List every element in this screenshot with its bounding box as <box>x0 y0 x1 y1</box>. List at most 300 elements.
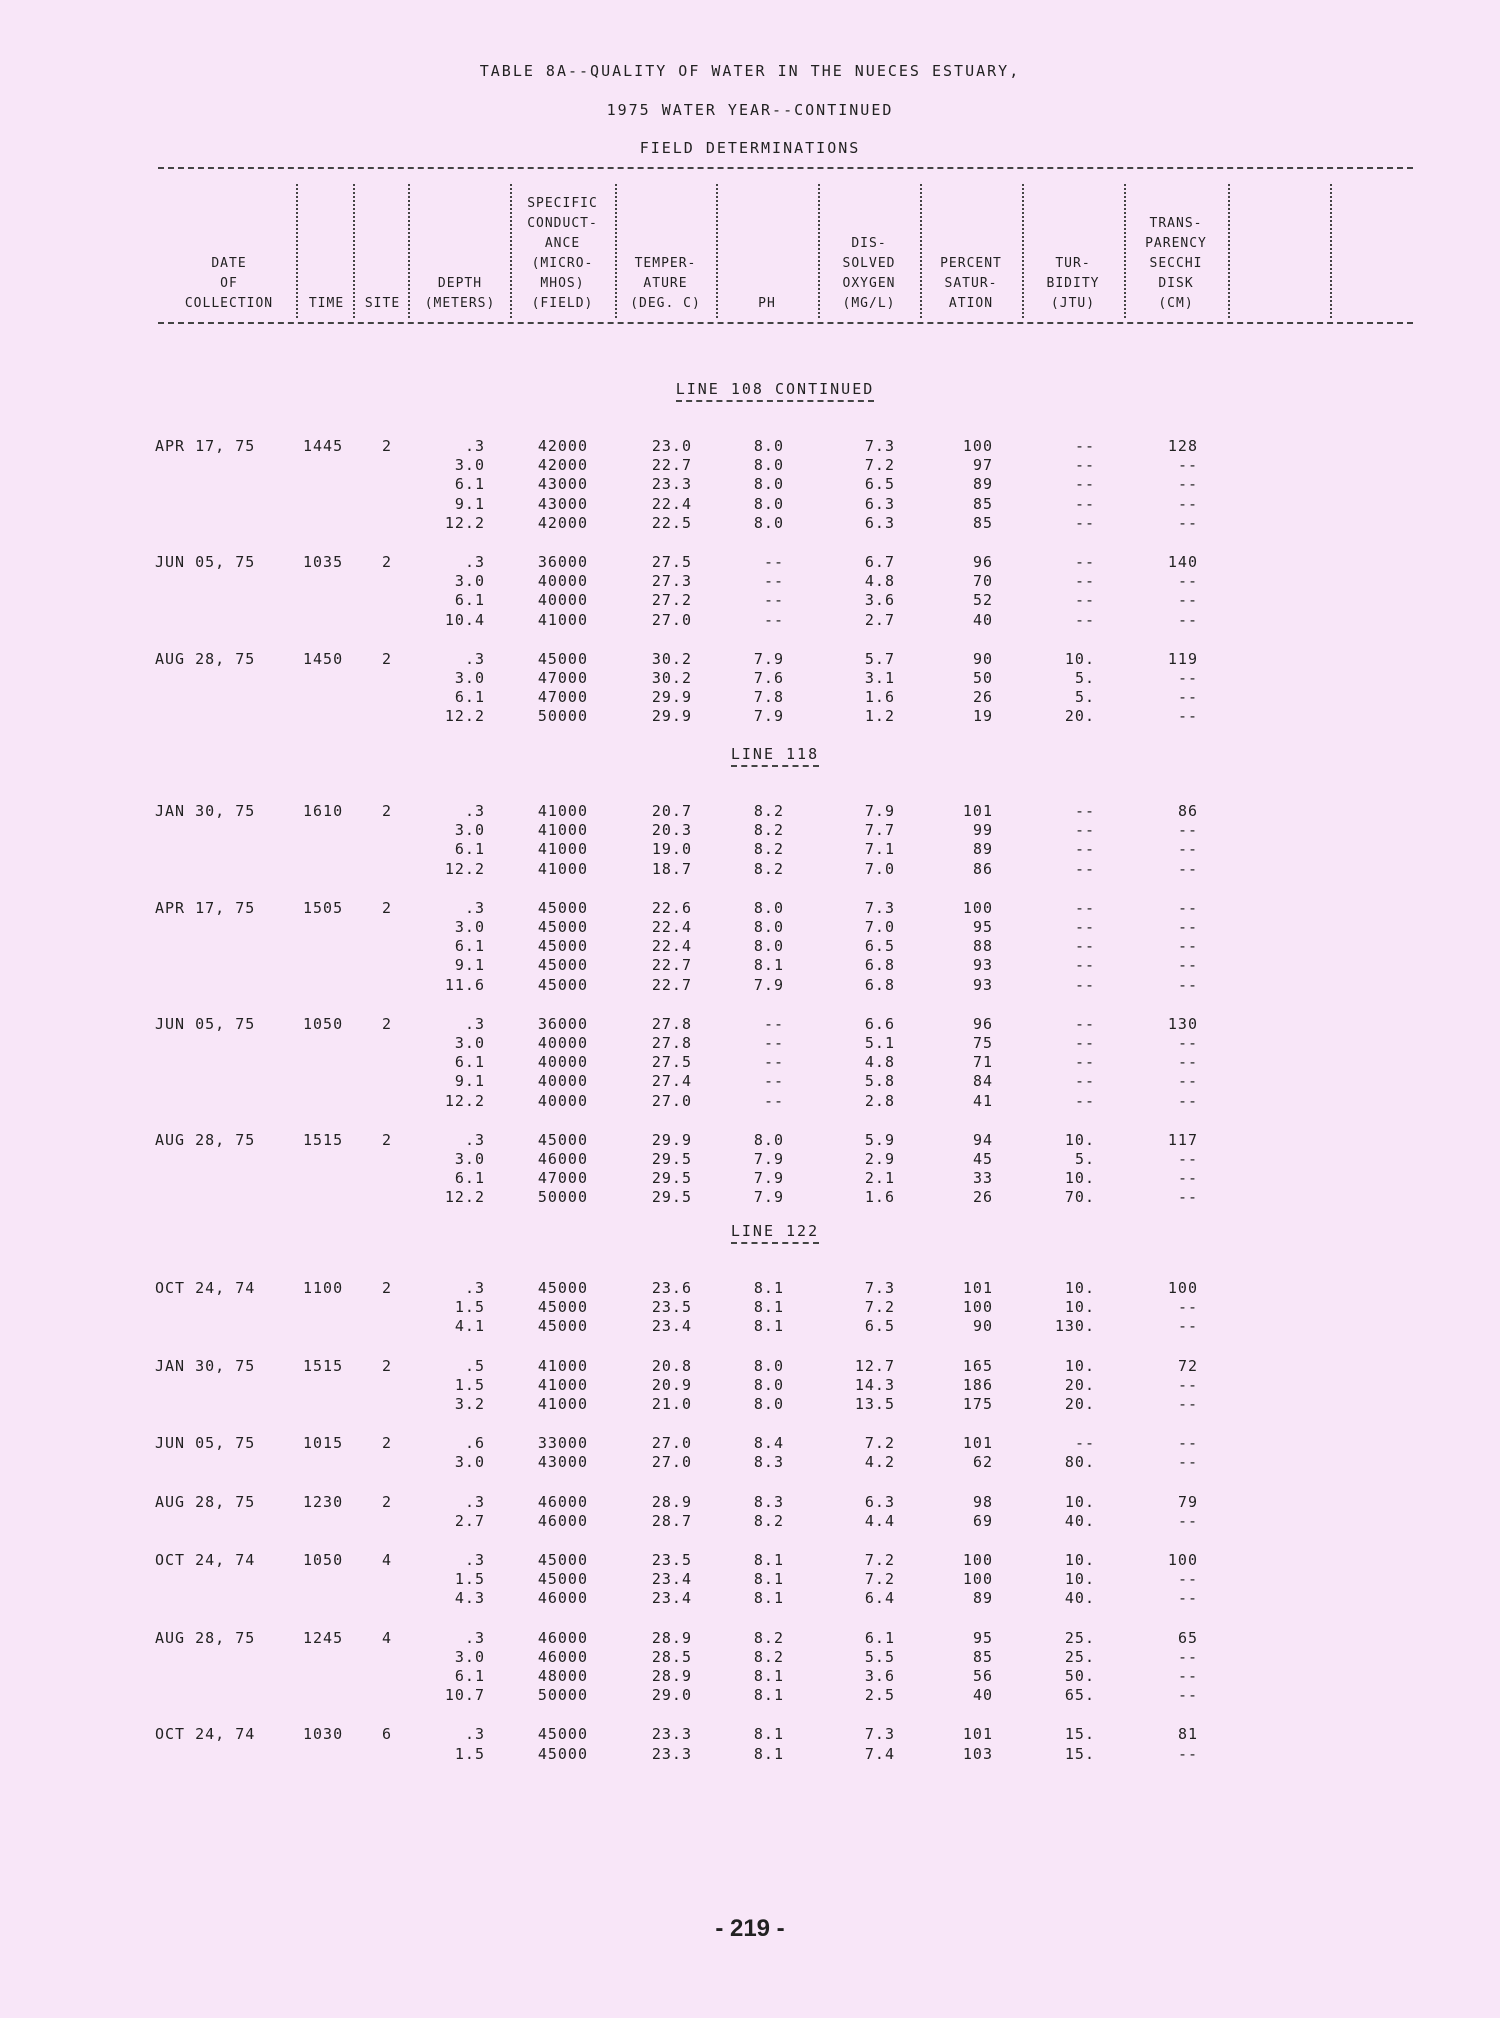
cell-cond: 46000 <box>537 1150 588 1168</box>
cell-sat: 100 <box>962 1570 993 1589</box>
cell-cond: 43000 <box>537 475 588 494</box>
cell-sat: 69 <box>972 1511 993 1530</box>
cell-sat: 94 <box>972 1130 993 1149</box>
cell-sat: 85 <box>972 494 993 513</box>
cell-depth: 1.5 <box>454 1375 485 1394</box>
cell-sat: 75 <box>972 1034 993 1052</box>
cell-do: 6.3 <box>864 513 895 532</box>
cell-ph: -- <box>763 1072 784 1091</box>
cell-do: 7.0 <box>864 859 895 878</box>
cell-ph: 8.0 <box>753 1356 784 1375</box>
cell-ph: 8.4 <box>753 1434 784 1453</box>
cell-temp: 22.7 <box>651 956 692 975</box>
cell-ph: 8.1 <box>753 1667 784 1685</box>
cell-cond: 41000 <box>537 1375 588 1394</box>
cell-sat: 88 <box>972 937 993 956</box>
cell-cond: 46000 <box>537 1589 588 1608</box>
cell-turb: 70. <box>1064 1188 1095 1207</box>
cell-ph: -- <box>763 553 784 571</box>
cell-sat: 100 <box>962 437 993 455</box>
cell-depth: 11.6 <box>444 975 485 994</box>
collection-time: 1050 <box>303 1551 344 1569</box>
section-heading <box>575 380 975 402</box>
cell-depth: 10.4 <box>444 610 485 629</box>
site-number: 2 <box>382 802 393 820</box>
cell-ph: -- <box>763 1053 784 1072</box>
cell-ph: -- <box>763 1014 784 1033</box>
collection-date: JUN 05, 75 <box>155 1434 256 1453</box>
cell-do: 7.0 <box>864 918 895 936</box>
cell-temp: 27.0 <box>651 1434 692 1453</box>
section-heading <box>575 1222 975 1244</box>
cell-depth: 6.1 <box>454 1667 485 1685</box>
cell-sat: 175 <box>962 1395 993 1413</box>
collection-time: 1515 <box>303 1130 344 1149</box>
cell-secchi: -- <box>1177 494 1198 513</box>
cell-depth: 6.1 <box>454 591 485 610</box>
cell-sat: 89 <box>972 1589 993 1608</box>
cell-sat: 40 <box>972 1686 993 1705</box>
cell-temp: 22.7 <box>651 975 692 994</box>
cell-temp: 23.4 <box>651 1317 692 1336</box>
cell-secchi: -- <box>1177 1453 1198 1472</box>
cell-cond: 50000 <box>537 707 588 726</box>
cell-secchi: 81 <box>1177 1725 1198 1744</box>
cell-cond: 45000 <box>537 975 588 994</box>
cell-ph: 8.0 <box>753 898 784 917</box>
cell-secchi: 65 <box>1177 1628 1198 1647</box>
cell-turb: 40. <box>1064 1589 1095 1608</box>
cell-turb: -- <box>1074 591 1095 610</box>
cell-sat: 45 <box>972 1150 993 1168</box>
site-number: 4 <box>382 1628 393 1647</box>
cell-sat: 100 <box>962 1551 993 1569</box>
collection-date: AUG 28, 75 <box>155 1628 256 1647</box>
cell-cond: 45000 <box>537 1317 588 1336</box>
cell-do: 7.1 <box>864 840 895 859</box>
site-number: 2 <box>382 1492 393 1511</box>
cell-do: 7.4 <box>864 1744 895 1763</box>
cell-do: 12.7 <box>854 1356 895 1375</box>
cell-ph: 8.2 <box>753 802 784 820</box>
cell-secchi: 72 <box>1177 1356 1198 1375</box>
cell-turb: -- <box>1074 1072 1095 1091</box>
cell-turb: -- <box>1074 572 1095 591</box>
collection-time: 1515 <box>303 1356 344 1375</box>
column-separator <box>1330 184 1332 318</box>
cell-sat: 33 <box>972 1169 993 1188</box>
cell-do: 6.5 <box>864 1317 895 1336</box>
cell-sat: 95 <box>972 1628 993 1647</box>
cell-cond: 45000 <box>537 1298 588 1317</box>
cell-do: 6.6 <box>864 1014 895 1033</box>
cell-temp: 22.6 <box>651 898 692 917</box>
cell-secchi: -- <box>1177 1667 1198 1685</box>
cell-sat: 71 <box>972 1053 993 1072</box>
cell-cond: 33000 <box>537 1434 588 1453</box>
cell-sat: 101 <box>962 1279 993 1297</box>
cell-temp: 27.8 <box>651 1034 692 1052</box>
column-header-secchi: TRANS- PARENCY SECCHI DISK (CM) <box>1145 216 1207 311</box>
cell-depth: 3.0 <box>454 1647 485 1666</box>
cell-cond: 45000 <box>537 918 588 936</box>
cell-sat: 103 <box>962 1744 993 1763</box>
cell-do: 6.4 <box>864 1589 895 1608</box>
table-title-line2: 1975 WATER YEAR--CONTINUED <box>606 101 894 119</box>
cell-turb: 20. <box>1064 1395 1095 1413</box>
cell-sat: 89 <box>972 840 993 859</box>
cell-secchi: 117 <box>1167 1130 1198 1149</box>
site-number: 2 <box>382 1279 393 1297</box>
cell-ph: 7.8 <box>753 688 784 707</box>
cell-depth: 10.7 <box>444 1686 485 1705</box>
cell-depth: .3 <box>464 553 485 571</box>
column-header-depth: DEPTH (METERS) <box>424 276 496 311</box>
cell-sat: 93 <box>972 956 993 975</box>
cell-turb: -- <box>1074 821 1095 840</box>
cell-secchi: -- <box>1177 1072 1198 1091</box>
cell-do: 3.1 <box>864 669 895 687</box>
cell-sat: 90 <box>972 649 993 668</box>
cell-depth: 12.2 <box>444 1188 485 1207</box>
cell-cond: 45000 <box>537 1130 588 1149</box>
cell-secchi: -- <box>1177 1034 1198 1052</box>
section-heading-label: LINE 108 CONTINUED <box>676 380 875 402</box>
cell-temp: 27.5 <box>651 553 692 571</box>
cell-do: 7.3 <box>864 898 895 917</box>
cell-sat: 96 <box>972 1014 993 1033</box>
cell-depth: .5 <box>464 1356 485 1375</box>
site-number: 6 <box>382 1725 393 1744</box>
cell-sat: 96 <box>972 553 993 571</box>
cell-turb: 130. <box>1054 1317 1095 1336</box>
cell-turb: 10. <box>1064 1279 1095 1297</box>
cell-do: 2.1 <box>864 1169 895 1188</box>
cell-secchi: -- <box>1177 1686 1198 1705</box>
cell-sat: 52 <box>972 591 993 610</box>
cell-cond: 50000 <box>537 1686 588 1705</box>
cell-secchi: -- <box>1177 859 1198 878</box>
cell-cond: 41000 <box>537 1395 588 1413</box>
cell-secchi: -- <box>1177 1317 1198 1336</box>
cell-ph: 7.9 <box>753 707 784 726</box>
cell-sat: 85 <box>972 513 993 532</box>
cell-ph: 7.9 <box>753 649 784 668</box>
cell-sat: 100 <box>962 898 993 917</box>
cell-sat: 93 <box>972 975 993 994</box>
cell-depth: .3 <box>464 1492 485 1511</box>
cell-do: 7.7 <box>864 821 895 840</box>
cell-ph: -- <box>763 591 784 610</box>
cell-sat: 26 <box>972 1188 993 1207</box>
cell-cond: 45000 <box>537 1570 588 1589</box>
cell-do: 6.3 <box>864 1492 895 1511</box>
cell-depth: 3.0 <box>454 572 485 591</box>
cell-ph: 8.1 <box>753 1279 784 1297</box>
collection-date: JUN 05, 75 <box>155 553 256 571</box>
cell-sat: 40 <box>972 610 993 629</box>
cell-ph: 8.0 <box>753 494 784 513</box>
cell-sat: 50 <box>972 669 993 687</box>
cell-secchi: -- <box>1177 1511 1198 1530</box>
cell-turb: 5. <box>1074 1150 1095 1168</box>
cell-do: 7.2 <box>864 456 895 475</box>
cell-ph: 8.2 <box>753 1628 784 1647</box>
cell-temp: 28.5 <box>651 1647 692 1666</box>
cell-cond: 47000 <box>537 1169 588 1188</box>
cell-secchi: -- <box>1177 513 1198 532</box>
cell-ph: 8.0 <box>753 437 784 455</box>
cell-do: 6.8 <box>864 956 895 975</box>
cell-turb: -- <box>1074 956 1095 975</box>
cell-temp: 27.0 <box>651 610 692 629</box>
cell-depth: 12.2 <box>444 1091 485 1110</box>
collection-date: OCT 24, 74 <box>155 1279 256 1297</box>
cell-temp: 29.5 <box>651 1169 692 1188</box>
cell-turb: -- <box>1074 456 1095 475</box>
cell-cond: 41000 <box>537 610 588 629</box>
cell-temp: 27.4 <box>651 1072 692 1091</box>
cell-cond: 45000 <box>537 1279 588 1297</box>
cell-do: 14.3 <box>854 1375 895 1394</box>
cell-temp: 23.3 <box>651 1744 692 1763</box>
cell-secchi: 100 <box>1167 1279 1198 1297</box>
cell-secchi: -- <box>1177 918 1198 936</box>
cell-do: 5.7 <box>864 649 895 668</box>
collection-date: APR 17, 75 <box>155 898 256 917</box>
collection-date: JAN 30, 75 <box>155 802 256 820</box>
cell-depth: .3 <box>464 1279 485 1297</box>
cell-do: 7.3 <box>864 437 895 455</box>
cell-secchi: -- <box>1177 572 1198 591</box>
cell-depth: 1.5 <box>454 1744 485 1763</box>
cell-temp: 20.3 <box>651 821 692 840</box>
cell-do: 5.5 <box>864 1647 895 1666</box>
collection-date: OCT 24, 74 <box>155 1551 256 1569</box>
cell-depth: 3.0 <box>454 456 485 475</box>
cell-temp: 22.4 <box>651 937 692 956</box>
cell-temp: 28.9 <box>651 1667 692 1685</box>
cell-temp: 20.8 <box>651 1356 692 1375</box>
cell-temp: 23.6 <box>651 1279 692 1297</box>
cell-depth: .3 <box>464 649 485 668</box>
section-heading <box>575 745 975 767</box>
cell-secchi: -- <box>1177 1188 1198 1207</box>
cell-depth: 9.1 <box>454 494 485 513</box>
cell-temp: 27.2 <box>651 591 692 610</box>
cell-depth: 9.1 <box>454 956 485 975</box>
site-number: 4 <box>382 1551 393 1569</box>
cell-do: 7.9 <box>864 802 895 820</box>
cell-secchi: -- <box>1177 975 1198 994</box>
cell-secchi: -- <box>1177 1647 1198 1666</box>
collection-time: 1015 <box>303 1434 344 1453</box>
cell-do: 4.8 <box>864 1053 895 1072</box>
cell-turb: 10. <box>1064 1356 1095 1375</box>
site-number: 2 <box>382 1014 393 1033</box>
cell-do: 6.5 <box>864 475 895 494</box>
cell-ph: -- <box>763 1034 784 1052</box>
cell-secchi: -- <box>1177 937 1198 956</box>
column-header-do: DIS- SOLVED OXYGEN (MG/L) <box>842 236 896 311</box>
site-number: 2 <box>382 1356 393 1375</box>
cell-cond: 36000 <box>537 553 588 571</box>
cell-sat: 62 <box>972 1453 993 1472</box>
column-header-sat: PERCENT SATUR- ATION <box>940 256 1002 311</box>
cell-secchi: 140 <box>1167 553 1198 571</box>
cell-sat: 101 <box>962 1434 993 1453</box>
cell-depth: 6.1 <box>454 1169 485 1188</box>
cell-turb: -- <box>1074 802 1095 820</box>
cell-ph: 8.0 <box>753 475 784 494</box>
cell-temp: 22.7 <box>651 456 692 475</box>
cell-depth: .3 <box>464 437 485 455</box>
cell-do: 7.2 <box>864 1551 895 1569</box>
cell-secchi: -- <box>1177 1589 1198 1608</box>
cell-secchi: -- <box>1177 1169 1198 1188</box>
cell-cond: 43000 <box>537 1453 588 1472</box>
cell-cond: 40000 <box>537 1034 588 1052</box>
collection-time: 1610 <box>303 802 344 820</box>
cell-cond: 41000 <box>537 821 588 840</box>
cell-ph: 8.1 <box>753 1551 784 1569</box>
site-number: 2 <box>382 1434 393 1453</box>
cell-sat: 98 <box>972 1492 993 1511</box>
cell-cond: 45000 <box>537 649 588 668</box>
cell-do: 1.6 <box>864 1188 895 1207</box>
cell-cond: 45000 <box>537 1744 588 1763</box>
cell-sat: 186 <box>962 1375 993 1394</box>
cell-depth: 1.5 <box>454 1570 485 1589</box>
cell-cond: 41000 <box>537 840 588 859</box>
cell-ph: 7.6 <box>753 669 784 687</box>
cell-do: 4.2 <box>864 1453 895 1472</box>
collection-date: JUN 05, 75 <box>155 1014 256 1033</box>
cell-ph: 8.2 <box>753 859 784 878</box>
cell-depth: 3.0 <box>454 821 485 840</box>
cell-secchi: -- <box>1177 840 1198 859</box>
cell-do: 1.2 <box>864 707 895 726</box>
cell-sat: 19 <box>972 707 993 726</box>
collection-date: JAN 30, 75 <box>155 1356 256 1375</box>
cell-ph: -- <box>763 572 784 591</box>
cell-temp: 22.5 <box>651 513 692 532</box>
column-separator <box>1228 184 1230 318</box>
cell-sat: 100 <box>962 1298 993 1317</box>
cell-ph: 8.0 <box>753 1395 784 1413</box>
cell-cond: 40000 <box>537 572 588 591</box>
column-header-site: SITE <box>364 296 401 311</box>
cell-sat: 95 <box>972 918 993 936</box>
cell-do: 7.2 <box>864 1434 895 1453</box>
cell-turb: -- <box>1074 437 1095 455</box>
cell-temp: 23.5 <box>651 1298 692 1317</box>
cell-secchi: 100 <box>1167 1551 1198 1569</box>
cell-secchi: 119 <box>1167 649 1198 668</box>
cell-do: 3.6 <box>864 1667 895 1685</box>
cell-secchi: -- <box>1177 1375 1198 1394</box>
cell-turb: -- <box>1074 1053 1095 1072</box>
cell-turb: -- <box>1074 610 1095 629</box>
collection-date: AUG 28, 75 <box>155 1130 256 1149</box>
cell-temp: 29.5 <box>651 1150 692 1168</box>
cell-cond: 40000 <box>537 1053 588 1072</box>
cell-sat: 70 <box>972 572 993 591</box>
cell-do: 3.6 <box>864 591 895 610</box>
cell-do: 7.3 <box>864 1725 895 1744</box>
cell-cond: 45000 <box>537 1725 588 1744</box>
cell-cond: 40000 <box>537 1091 588 1110</box>
cell-turb: 80. <box>1064 1453 1095 1472</box>
cell-turb: 25. <box>1064 1628 1095 1647</box>
site-number: 2 <box>382 1130 393 1149</box>
cell-ph: 8.1 <box>753 1589 784 1608</box>
cell-secchi: -- <box>1177 956 1198 975</box>
cell-turb: 40. <box>1064 1511 1095 1530</box>
section-heading-label: LINE 122 <box>731 1222 819 1244</box>
cell-sat: 101 <box>962 1725 993 1744</box>
cell-depth: 3.0 <box>454 1453 485 1472</box>
cell-turb: 50. <box>1064 1667 1095 1685</box>
cell-depth: 6.1 <box>454 937 485 956</box>
collection-time: 1230 <box>303 1492 344 1511</box>
cell-cond: 46000 <box>537 1511 588 1530</box>
cell-depth: .3 <box>464 898 485 917</box>
cell-temp: 29.0 <box>651 1686 692 1705</box>
collection-date: AUG 28, 75 <box>155 1492 256 1511</box>
cell-turb: -- <box>1074 475 1095 494</box>
cell-turb: 5. <box>1074 688 1095 707</box>
cell-depth: .3 <box>464 1130 485 1149</box>
cell-temp: 23.3 <box>651 475 692 494</box>
cell-secchi: 128 <box>1167 437 1198 455</box>
cell-cond: 46000 <box>537 1628 588 1647</box>
cell-ph: 8.0 <box>753 456 784 475</box>
cell-sat: 26 <box>972 688 993 707</box>
cell-depth: 6.1 <box>454 688 485 707</box>
cell-turb: -- <box>1074 840 1095 859</box>
cell-turb: 15. <box>1064 1744 1095 1763</box>
collection-date: OCT 24, 74 <box>155 1725 256 1744</box>
site-number: 2 <box>382 437 393 455</box>
collection-time: 1445 <box>303 437 344 455</box>
cell-cond: 45000 <box>537 956 588 975</box>
cell-cond: 43000 <box>537 494 588 513</box>
table-title-line1: TABLE 8A--QUALITY OF WATER IN THE NUECES ESTUARY, <box>479 62 1021 80</box>
cell-temp: 27.3 <box>651 572 692 591</box>
cell-do: 7.2 <box>864 1570 895 1589</box>
cell-ph: 8.0 <box>753 937 784 956</box>
cell-ph: 8.3 <box>753 1453 784 1472</box>
cell-secchi: 79 <box>1177 1492 1198 1511</box>
cell-temp: 20.7 <box>651 802 692 820</box>
cell-temp: 20.9 <box>651 1375 692 1394</box>
cell-temp: 23.5 <box>651 1551 692 1569</box>
cell-turb: -- <box>1074 898 1095 917</box>
cell-turb: -- <box>1074 494 1095 513</box>
cell-depth: .3 <box>464 1551 485 1569</box>
cell-ph: 7.9 <box>753 1169 784 1188</box>
cell-ph: 8.1 <box>753 1686 784 1705</box>
cell-sat: 99 <box>972 821 993 840</box>
cell-turb: 10. <box>1064 1551 1095 1569</box>
column-header-ph: PH <box>758 296 776 311</box>
cell-depth: 3.2 <box>454 1395 485 1413</box>
table-title-line3: FIELD DETERMINATIONS <box>639 139 861 157</box>
cell-turb: 10. <box>1064 1298 1095 1317</box>
column-header-turb: TUR- BIDITY (JTU) <box>1046 256 1100 311</box>
cell-secchi: -- <box>1177 688 1198 707</box>
